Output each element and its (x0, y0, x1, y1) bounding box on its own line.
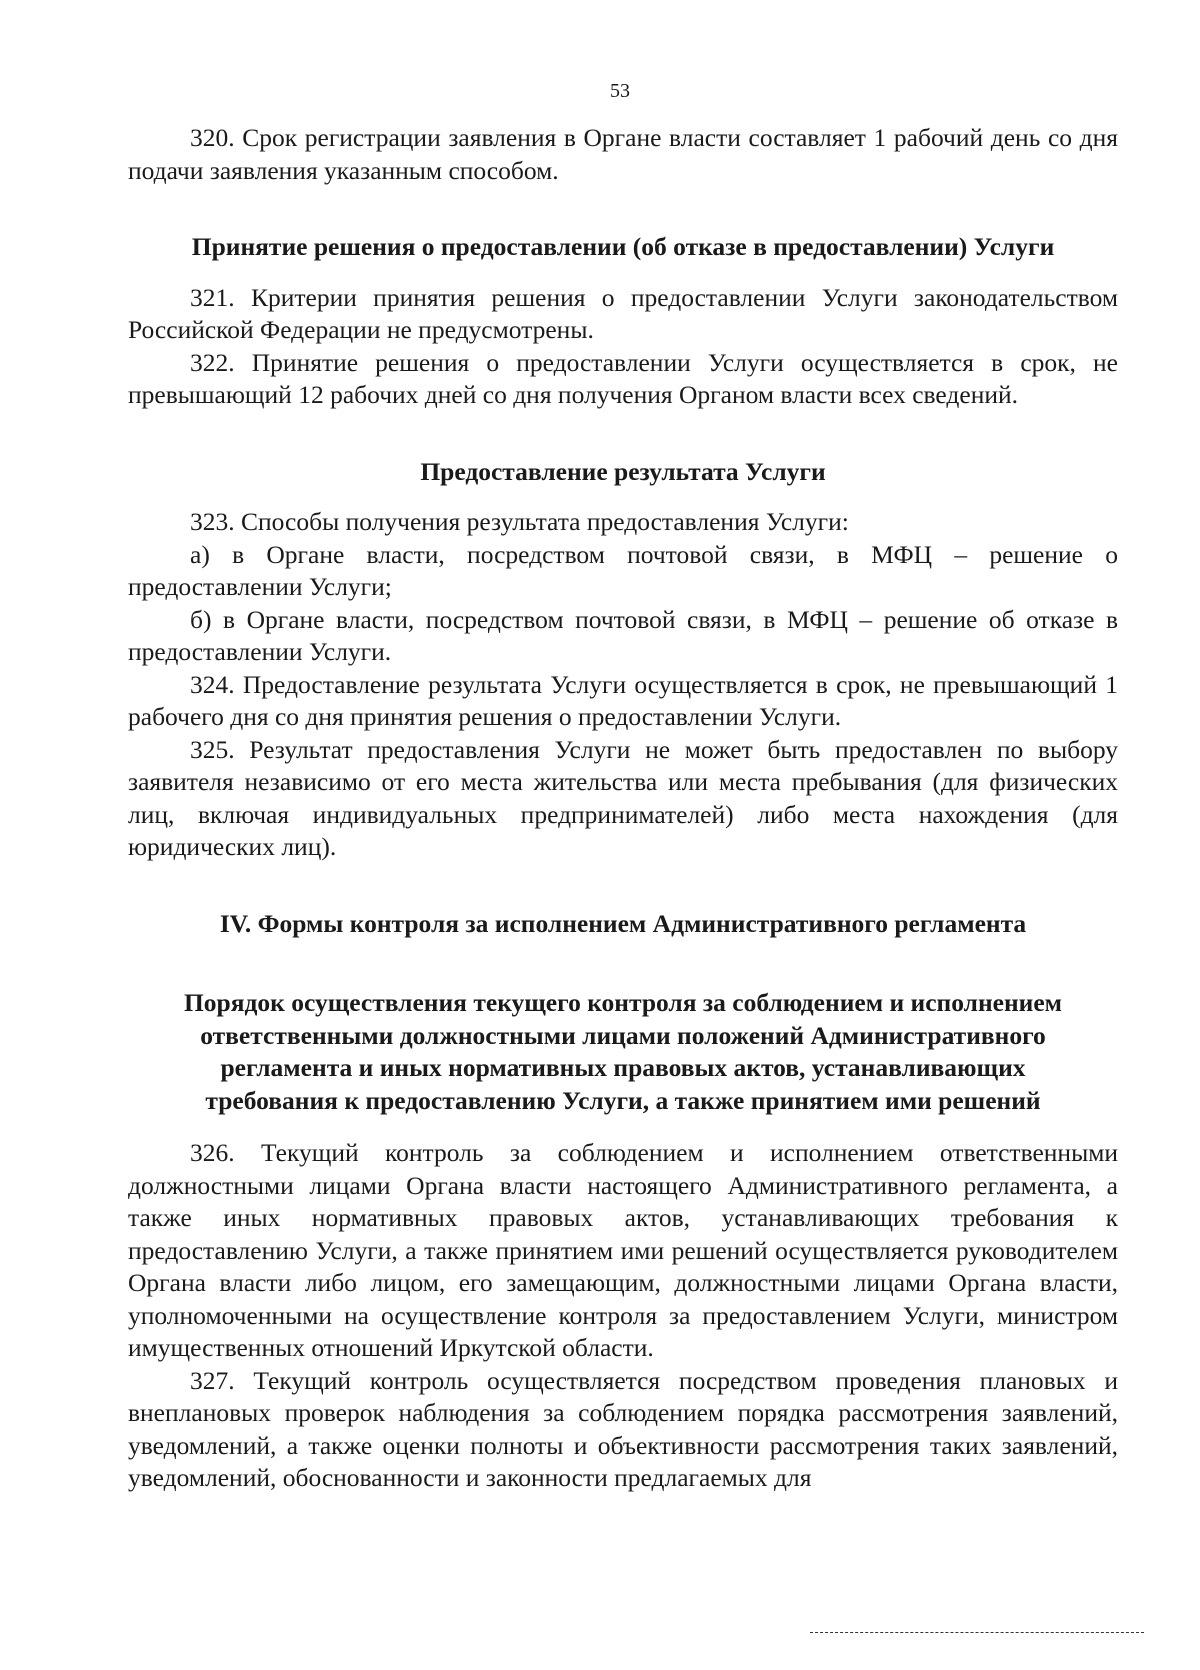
document-body (128, 122, 1118, 1495)
page-number: 53 (610, 80, 630, 102)
paragraph-323-a: а) в Органе власти, посредством почтовой связи, в МФЦ – решение о предоставлении Услуги; (128, 539, 1118, 601)
paragraph-325: 325. Результат предоставления Услуги не может быть предоставлен по выбору заявителя независимо от его места жительства или места пребывания (для физических лиц, включая индивидуальных предпринимателей) либо места нахождения (для юридических лиц). (128, 734, 1118, 861)
paragraph-323: 323. Способы получения результата предоставления Услуги: (190, 507, 849, 536)
paragraph-323-b: б) в Органе власти, посредством почтовой связи, в МФЦ – решение об отказе в предоставлении Услуги. (128, 604, 1118, 666)
paragraph-322: 322. Принятие решения о предоставлении Услуги осуществляется в срок, не превышающий 12 рабочих дней со дня получения Органом власти всех сведений. (128, 347, 1118, 409)
paragraph-327: 327. Текущий контроль осуществляется посредством проведения плановых и внеплановых проверок наблюдения за соблюдением порядка рассмотрения заявлений, уведомлений, а также оценки полноты и объективности рассмотрения таких заявлений, уведомлений, обоснованности и законности предлагаемых для (128, 1365, 1118, 1492)
heading-line: Порядок осуществления текущего контроля за соблюдением и исполнением (183, 988, 1063, 1017)
section-heading-control (128, 987, 1118, 1117)
paragraph-326: 326. Текущий контроль за соблюдением и исполнением ответственными должностными лицами Органа власти настоящего Административного регламента, а также иных нормативных правовых актов, устанавливающих требования к предоставлению Услуги, а также принятием ими решений осуществляется руководителем Органа власти либо лицом, его замещающим, должностными лицами Органа власти, уполномоченными на осуществление контроля за предоставлением Услуги, министром имущественных отношений Иркутской области. (128, 1138, 1118, 1362)
chapter-heading-iv: IV. Формы контроля за исполнением Административного регламента (219, 908, 1027, 938)
section-heading-result: Предоставление результата Услуги (420, 456, 826, 486)
heading-line: требования к предоставлению Услуги, а также принятием ими решений (205, 1085, 1041, 1115)
heading-line: регламента и иных нормативных правовых актов, устанавливающих (220, 1053, 1026, 1082)
paragraph-324: 324. Предоставление результата Услуги осуществляется в срок, не превышающий 1 рабочего дня со дня принятия решения о предоставлении Услуги. (128, 669, 1118, 731)
section-heading-decision: Принятие решения о предоставлении (об отказе в предоставлении) Услуги (191, 232, 1055, 261)
heading-line: ответственными должностными лицами положений Административного (200, 1020, 1046, 1050)
paragraph-321: 321. Критерии принятия решения о предоставлении Услуги законодательством Российской Федерации не предусмотрены. (128, 282, 1118, 344)
footer-divider (810, 1632, 1144, 1633)
paragraph-320: 320. Срок регистрации заявления в Органе власти составляет 1 рабочий день со дня подачи заявления указанным способом. (128, 123, 1118, 185)
